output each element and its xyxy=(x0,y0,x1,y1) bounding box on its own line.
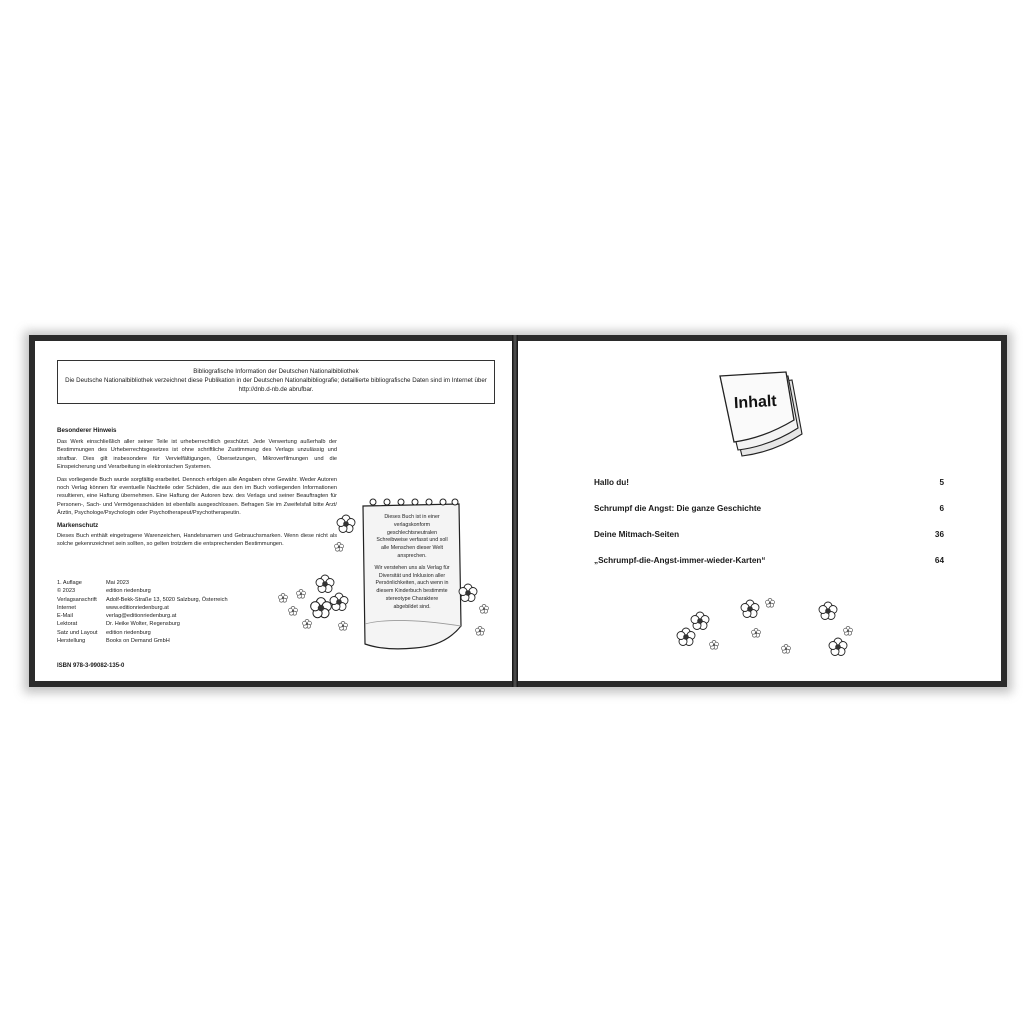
imprint-key: Satz und Layout xyxy=(57,629,98,636)
isbn: ISBN 978-3-99082-135-0 xyxy=(57,663,125,669)
bib-heading: Bibliografische Information der Deutschen Nationalbibliothek xyxy=(193,368,359,375)
toc-page: 6 xyxy=(939,503,944,513)
imprint-key: Internet xyxy=(57,604,76,611)
trademark-text: Dieses Buch enthält eingetragene Warenzeichen, Handelsnamen und Gebrauchsmarken. Wenn diese nicht als solche gekennzeichnet sein sollten, so gelten trotzdem die entsprechenden Bestimmungen. xyxy=(57,532,337,548)
imprint-table xyxy=(57,579,228,645)
imprint-value: verlag@editionriedenburg.at xyxy=(106,613,177,620)
imprint-value: Dr. Heike Wolter, Regensburg xyxy=(106,621,180,628)
note-paragraph-2: Wir verstehen uns als Verlag für Diversität und Inklusion aller Persönlichkeiten, auch wenn in diesem Kinderbuch bestimmte stereotype Charaktere abgebildet sind. xyxy=(374,564,450,610)
notice-paragraph-2: Das vorliegende Buch wurde sorgfältig erarbeitet. Dennoch erfolgen alle Angaben ohne Gewähr. Weder Autoren noch Verlag können für eventuelle Nachteile oder Schäden, die aus den im Buch vorliegenden Informationen resultieren, eine Haftung übernehmen. Eine Haftung der Autoren bzw. des Verlags und seiner Beauftragten für Personen-, Sach- und Vermögensschäden ist ebenfalls ausgeschlossen. Befragen Sie im Zweifelsfall bitte Arzt/Ärztin, Psychologe/Psychologin oder Psychotherapeut/Psychotherapeutin. xyxy=(57,476,337,517)
toc-page: 36 xyxy=(934,529,944,539)
bib-url: http://dnb.d-nb.de abrufbar. xyxy=(238,386,314,393)
notice-paragraph-1: Das Werk einschließlich aller seiner Teile ist urheberrechtlich geschützt. Jede Verwertung außerhalb der Bestimmungen des Urheberrechtsgesetzes ist ohne schriftliche Zustimmung des Verlags unzulässig und strafbar. Dies gilt insbesondere für Vervielfältigungen, Übersetzungen, Mikroverfilmungen und die Einspeicherung und Verarbeitung in elektronischen Systemen. xyxy=(57,439,337,471)
toc-label: „Schrumpf-die-Angst-immer-wieder-Karten“ xyxy=(594,555,766,565)
toc-entry[interactable] xyxy=(594,521,944,547)
table-of-contents xyxy=(594,469,944,573)
toc-label: Deine Mitmach-Seiten xyxy=(594,529,680,539)
notice-section xyxy=(57,427,337,548)
imprint-value: Mai 2023 xyxy=(106,580,130,586)
imprint-value: Books on Demand GmbH xyxy=(106,638,170,645)
toc-page: 5 xyxy=(939,477,944,487)
imprint-row xyxy=(57,629,228,637)
paper-stack-icon xyxy=(714,366,810,458)
imprint-key: Verlagsanschrift xyxy=(57,596,97,603)
imprint-row xyxy=(57,620,228,628)
imprint-key: E-Mail xyxy=(57,613,73,620)
imprint-value: www.editionriedenburg.at xyxy=(106,604,169,611)
bib-text: Die Deutsche Nationalbibliothek verzeichnet diese Publikation in der Deutschen Nationalbibliografie; detaillierte bibliografische Daten sind im Internet über xyxy=(65,377,487,384)
imprint-value: edition riedenburg xyxy=(106,629,151,636)
toc-label: Schrumpf die Angst: Die ganze Geschichte xyxy=(594,503,762,513)
toc-entry[interactable] xyxy=(594,547,944,573)
imprint-value: Adolf-Bekk-Straße 13, 5020 Salzburg, Österreich xyxy=(106,596,228,603)
toc-label: Hallo du! xyxy=(594,477,630,487)
imprint-key: © 2023 xyxy=(57,588,76,595)
imprint-key: Lektorat xyxy=(57,621,78,628)
imprint-row xyxy=(57,596,228,604)
note-paragraph-1: Dieses Buch ist in einer verlagskonform geschlechtsneutralen Schreibweise verfasst und soll alle Menschen dieser Welt ansprechen. xyxy=(376,514,448,559)
imprint-row xyxy=(57,579,228,587)
note-text xyxy=(373,514,451,612)
imprint-key: 1. Auflage xyxy=(57,580,82,586)
imprint-page xyxy=(35,341,512,681)
toc-entry[interactable] xyxy=(594,469,944,495)
flowers-illustration xyxy=(263,566,353,646)
imprint-key: Herstellung xyxy=(57,638,86,645)
imprint-row xyxy=(57,587,228,595)
imprint-value: edition riedenburg xyxy=(106,588,151,595)
imprint-row xyxy=(57,604,228,612)
bibliographic-info-box xyxy=(57,360,495,404)
toc-entry[interactable] xyxy=(594,495,944,521)
open-book xyxy=(29,335,1007,687)
imprint-row xyxy=(57,612,228,620)
flower-icon xyxy=(331,509,361,559)
flowers-illustration xyxy=(668,595,868,665)
imprint-row xyxy=(57,637,228,645)
flower-icon xyxy=(450,579,494,643)
notice-heading: Besonderer Hinweis xyxy=(57,427,117,434)
contents-title: Inhalt xyxy=(733,392,778,413)
toc-page: 64 xyxy=(934,555,944,565)
trademark-heading: Markenschutz xyxy=(57,521,99,529)
contents-page xyxy=(518,341,1001,681)
contents-title-badge xyxy=(714,366,810,458)
